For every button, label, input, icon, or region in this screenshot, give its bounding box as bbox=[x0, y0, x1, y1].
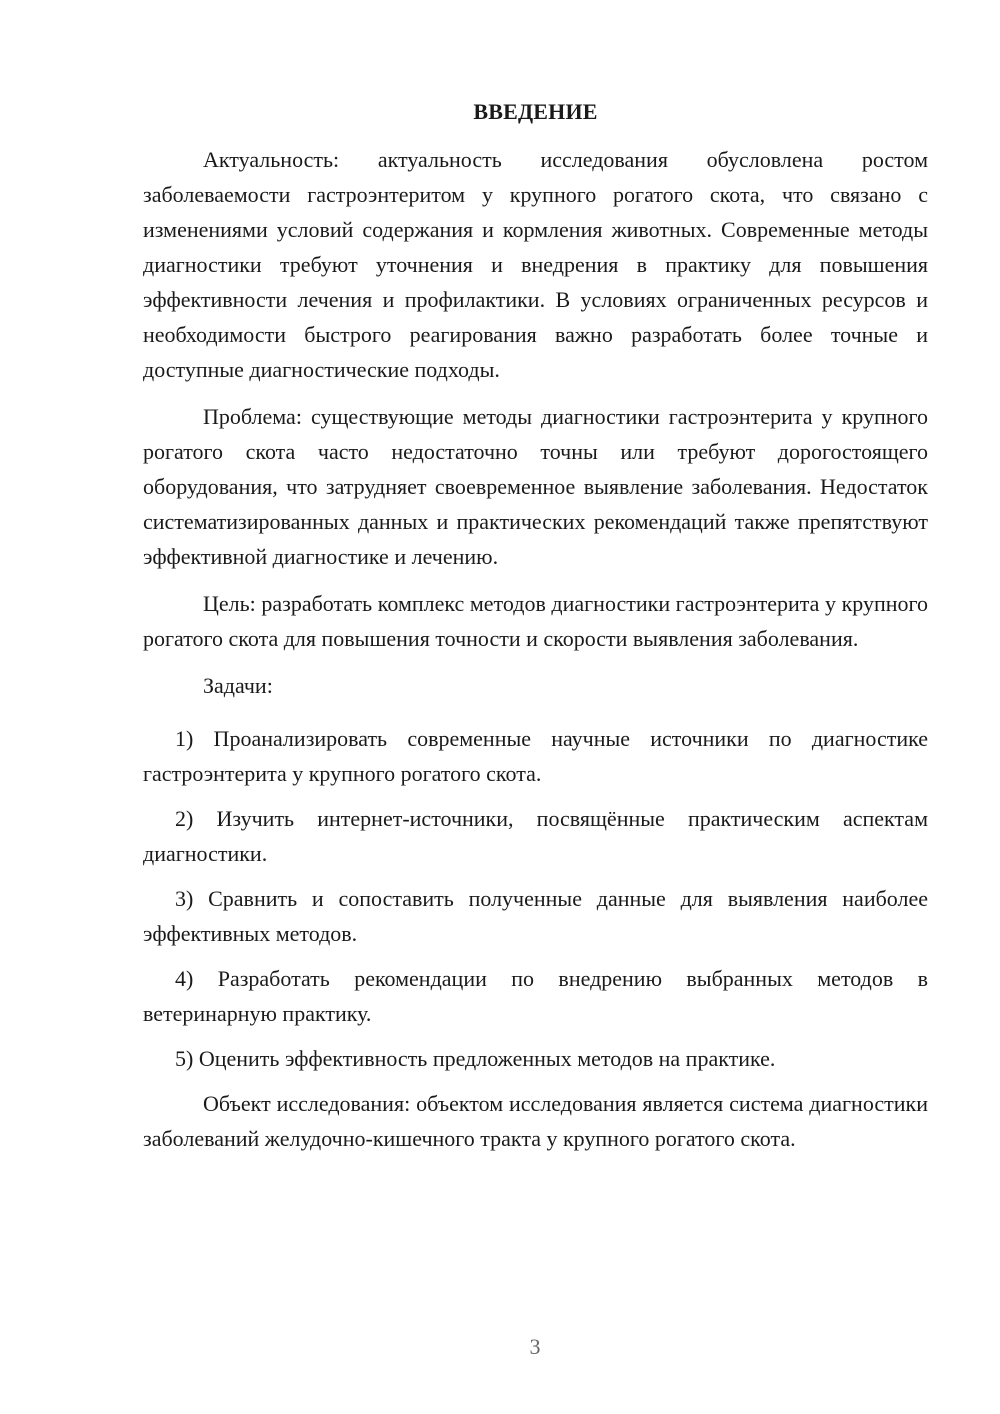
paragraph-problem: Проблема: существующие методы диагностики гастроэнтерита у крупного рогатого скота часто недостаточно точны или требуют дорогостоящего оборудования, что затрудняет своевременное выявление заболевания. Недостаток систематизированных данных и практических рекомендаций также препятствуют эффективной диагностике и лечению. bbox=[143, 404, 928, 569]
paragraph-goal: Цель: разработать комплекс методов диагностики гастроэнтерита у крупного рогатого скота для повышения точности и скорости выявления заболевания. bbox=[143, 591, 928, 651]
paragraph-object: Объект исследования: объектом исследования является система диагностики заболеваний желудочно-кишечного тракта у крупного рогатого скота. bbox=[143, 1091, 928, 1151]
list-item: 3) Сравнить и сопоставить полученные данные для выявления наиболее эффективных методов. bbox=[143, 886, 928, 946]
tasks-heading: Задачи: bbox=[203, 673, 273, 698]
list-item: 5) Оценить эффективность предложенных методов на практике. bbox=[175, 1046, 776, 1071]
tasks-list bbox=[143, 721, 928, 1076]
page-title: ВВЕДЕНИЕ bbox=[473, 99, 598, 124]
list-item: 4) Разработать рекомендации по внедрению выбранных методов в ветеринарную практику. bbox=[143, 966, 928, 1026]
list-item: 2) Изучить интернет-источники, посвящённые практическим аспектам диагностики. bbox=[143, 806, 928, 866]
paragraph-relevance: Актуальность: актуальность исследования обусловлена ростом заболеваемости гастроэнтеритом у крупного рогатого скота, что связано с изменениями условий содержания и кормления животных. Современные методы диагностики требуют уточнения и внедрения в практику для повышения эффективности лечения и профилактики. В условиях ограниченных ресурсов и необходимости быстрого реагирования важно разработать более точные и доступные диагностические подходы. bbox=[143, 147, 928, 382]
document-page bbox=[143, 94, 928, 1168]
list-item: 1) Проанализировать современные научные источники по диагностике гастроэнтерита у крупного рогатого скота. bbox=[143, 726, 928, 786]
page-number: 3 bbox=[529, 1334, 541, 1359]
